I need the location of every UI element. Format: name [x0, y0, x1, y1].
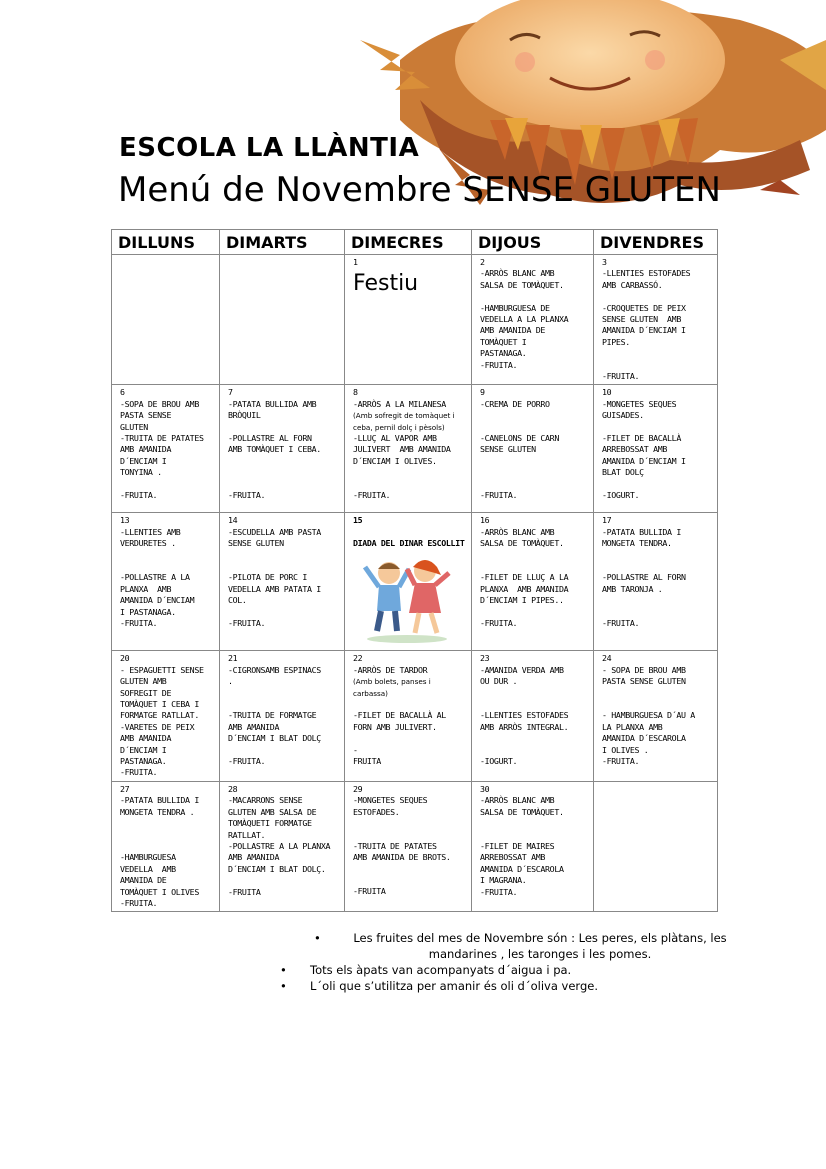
menu-line: TOMÀQUET I CEBA I: [120, 699, 199, 710]
menu-line: AMANIDA DE: [120, 875, 167, 886]
day-number: 21: [228, 653, 238, 664]
day-number: 16: [480, 515, 490, 526]
menu-line: .: [228, 676, 233, 687]
menu-line: RATLLAT.: [228, 829, 266, 840]
day-number: 14: [228, 515, 238, 526]
day-number: 23: [480, 653, 490, 664]
day-number: 10: [602, 387, 612, 398]
week-row: [112, 385, 718, 513]
spacer: [228, 607, 338, 618]
spacer: [353, 875, 465, 886]
day-header-row: [112, 230, 718, 255]
menu-line: -ARRÒS BLANC AMB: [480, 795, 555, 806]
menu-line: - HAMBURGUESA D´AU A: [602, 710, 695, 721]
menu-line: FORN AMB JULIVERT.: [353, 721, 437, 732]
menu-line: -CREMA DE PORRO: [480, 398, 550, 409]
menu-line: I OLIVES .: [602, 744, 649, 755]
menu-line: D´ENCIAM I: [120, 744, 167, 755]
menu-line: I MAGRANA.: [480, 875, 527, 886]
menu-line: GLUTEN AMB: [120, 676, 167, 687]
day-cell: [472, 385, 594, 513]
spacer: [120, 479, 213, 490]
menu-line: -FRUITA: [228, 886, 261, 897]
menu-line: JULIVERT AMB AMANIDA: [353, 444, 451, 455]
menu-line: VEDELLA AMB: [120, 863, 176, 874]
note-item: [280, 962, 740, 978]
menu-line: SALSA DE TOMÀQUET.: [480, 806, 564, 817]
day-header: DIVENDRES: [594, 230, 718, 255]
menu-line: AMANIDA D´ENCIAM I: [602, 455, 686, 466]
menu-line: -ARRÒS BLANC AMB: [480, 526, 555, 537]
day-cell: [220, 651, 345, 781]
day-cell: [220, 255, 345, 385]
day-number: 8: [353, 387, 358, 398]
menu-line: carbassa): [353, 688, 388, 698]
day-cell: [472, 513, 594, 651]
day-cell: [345, 781, 472, 911]
day-cell: [594, 651, 718, 781]
menu-line: MONGETA TENDRA.: [602, 538, 672, 549]
kids-jumping-illustration: [357, 555, 457, 643]
menu-line: TOMÀQUETI FORMATGE: [228, 818, 312, 829]
special-day-label: DIADA DEL DINAR ESCOLLIT: [353, 537, 465, 548]
spacer: [228, 467, 338, 478]
day-number: 20: [120, 653, 130, 664]
menu-line: -CIGRONSAMB ESPINACS: [228, 664, 321, 675]
spacer: [228, 875, 338, 886]
note-item: [280, 978, 740, 994]
menu-line: ceba, pernil dolç i pèsols): [353, 422, 445, 432]
menu-line: -FRUITA.: [602, 371, 640, 382]
day-cell: [594, 513, 718, 651]
spacer: [120, 818, 213, 829]
spacer: [228, 456, 338, 467]
week-row: [112, 255, 718, 385]
menu-line: -FRUITA.: [120, 618, 158, 629]
menu-line: (Amb sofregit de tomàquet i: [353, 411, 455, 421]
menu-line: PASTA SENSE GLUTEN: [602, 676, 686, 687]
day-number: 1: [353, 257, 358, 267]
menu-line: GUISADES.: [602, 410, 644, 421]
day-number: 29: [353, 783, 363, 794]
menu-line: SALSA DE TOMÀQUET.: [480, 538, 564, 549]
spacer: [353, 733, 465, 744]
note-text: L´oli que s’utilitza per amanir és oli d´oliva verge.: [310, 979, 598, 993]
menu-line: -LLENTIES ESTOFADES: [602, 268, 691, 279]
spacer: [480, 745, 587, 756]
spacer: [480, 830, 587, 841]
menu-line: -IOGURT.: [602, 490, 640, 501]
spacer: [480, 479, 587, 490]
spacer: [353, 699, 465, 710]
menu-line: AMANIDA D´ESCAROLA: [480, 863, 564, 874]
menu-line: -ARRÒS BLANC AMB: [480, 268, 555, 279]
menu-line: AMANIDA D´ENCIAM I: [602, 325, 686, 336]
spacer: [480, 818, 587, 829]
menu-line: AMANIDA D´ESCAROLA: [602, 733, 686, 744]
menu-line: -PILOTA DE PORC I: [228, 572, 307, 583]
menu-line: -SOPA DE BROU AMB: [120, 398, 199, 409]
menu-line: -FRUITA.: [602, 756, 640, 767]
menu-line: -FRUITA.: [228, 618, 266, 629]
menu-line: -PATATA BULLIDA I: [602, 526, 681, 537]
note-text: Tots els àpats van acompanyats d´aigua i pa.: [310, 963, 572, 977]
spacer: [228, 550, 338, 561]
menu-line: -FRUITA.: [228, 756, 266, 767]
menu-line: -POLLASTRE AL FORN: [228, 433, 312, 444]
menu-line: TOMÀQUET I OLIVES: [120, 886, 199, 897]
spacer: [228, 745, 338, 756]
day-cell: [472, 651, 594, 781]
menu-line: -POLLASTRE AL FORN: [602, 572, 686, 583]
day-number: 27: [120, 783, 130, 794]
menu-line: -HAMBURGUESA DE: [480, 302, 550, 313]
day-number: 30: [480, 783, 490, 794]
spacer: [602, 291, 711, 302]
menu-line: GLUTEN AMB SALSA DE: [228, 806, 317, 817]
menu-line: AMB TARONJA .: [602, 583, 663, 594]
menu-line: AMANIDA D´ENCIAM: [120, 595, 195, 606]
spacer: [480, 607, 587, 618]
spacer: [480, 699, 587, 710]
menu-line: PASTANAGA.: [480, 348, 527, 359]
menu-line: - ESPAGUETTI SENSE: [120, 664, 204, 675]
day-cell: [345, 255, 472, 385]
menu-line: TOMÀQUET I: [480, 336, 527, 347]
day-cell: [112, 385, 220, 513]
menu-line: D´ENCIAM I PIPES..: [480, 595, 564, 606]
menu-line: BRÒQUIL: [228, 410, 261, 421]
spacer: [602, 688, 711, 699]
menu-line: GLUTEN: [120, 421, 148, 432]
spacer: [602, 348, 711, 359]
spacer: [120, 550, 213, 561]
day-number: 24: [602, 653, 612, 664]
spacer: [228, 422, 338, 433]
spacer: [602, 595, 711, 606]
day-cell: [472, 255, 594, 385]
menu-line: FORMATGE RATLLAT.: [120, 710, 199, 721]
menu-line: (Amb bolets, panses i: [353, 677, 431, 687]
menu-title: Menú de Novembre SENSE GLUTEN: [118, 170, 721, 210]
spacer: [120, 830, 213, 841]
menu-line: -MONGETES SEQUES: [602, 398, 677, 409]
spacer: [602, 550, 711, 561]
menu-line: PLANXA AMB AMANIDA: [480, 583, 569, 594]
spacer: [480, 550, 587, 561]
menu-line: PLANXA AMB: [120, 583, 172, 594]
menu-line: -PATATA BULLIDA AMB: [228, 398, 317, 409]
menu-line: -FRUITA.: [120, 767, 158, 778]
day-number: 7: [228, 387, 233, 398]
menu-line: ESTOFADES.: [353, 806, 400, 817]
day-cell: [472, 781, 594, 911]
menu-line: LA PLANXA AMB: [602, 721, 663, 732]
menu-line: -POLLASTRE A LA: [120, 572, 190, 583]
menu-line: SALSA DE TOMÀQUET.: [480, 279, 564, 290]
menu-line: SENSE GLUTEN: [228, 538, 284, 549]
menu-line: AMB AMANIDA: [228, 721, 280, 732]
day-number: 13: [120, 515, 130, 526]
menu-line: -FRUITA.: [602, 618, 640, 629]
day-number: 15: [353, 515, 363, 526]
day-number: 9: [480, 387, 485, 398]
menu-line: MONGETA TENDRA .: [120, 806, 195, 817]
menu-line: -TRUITA DE FORMATGE: [228, 710, 317, 721]
bullet-icon: •: [314, 931, 321, 945]
menu-line: ARREBOSSAT AMB: [602, 444, 668, 455]
menu-line: AMB AMANIDA DE BROTS.: [353, 852, 451, 863]
menu-line: FRUITA: [353, 756, 381, 767]
menu-line: -FRUITA: [353, 886, 386, 897]
spacer: [480, 467, 587, 478]
menu-line: -VARETES DE PEIX: [120, 721, 195, 732]
menu-line: AMB AMANIDA DE: [480, 325, 546, 336]
menu-line: ARREBOSSAT AMB: [480, 852, 546, 863]
menu-line: -: [353, 744, 358, 755]
menu-line: D´ENCIAM I: [120, 455, 167, 466]
menu-line: -FRUITA.: [480, 490, 518, 500]
spacer: [602, 422, 711, 433]
menu-line: -AMANIDA VERDA AMB: [480, 664, 564, 675]
spacer: [353, 864, 465, 875]
menu-line: AMB ARRÒS INTEGRAL.: [480, 721, 569, 732]
menu-line: PIPES.: [602, 336, 630, 347]
menu-line: - SOPA DE BROU AMB: [602, 664, 686, 675]
menu-line: -FRUITA.: [480, 886, 518, 897]
menu-line: -POLLASTRE A LA PLANXA: [228, 840, 331, 851]
spacer: [480, 456, 587, 467]
spacer: [120, 841, 213, 852]
menu-line: AMB AMANIDA: [120, 444, 172, 455]
menu-line: AMB AMANIDA: [228, 852, 280, 863]
menu-line: -FRUITA.: [120, 897, 158, 908]
day-cell: [345, 513, 472, 651]
menu-line: D´ENCIAM I BLAT DOLÇ: [228, 733, 321, 744]
notes-list: [280, 930, 740, 994]
spacer: [602, 607, 711, 618]
spacer: [602, 360, 711, 371]
menu-line: VEDELLA A LA PLANXA: [480, 314, 569, 325]
note-text: Les fruites del mes de Novembre són : Les peres, els plàtans, les mandarines , les taronges i les pomes.: [353, 931, 727, 961]
menu-line: -MONGETES SEQUES: [353, 795, 428, 806]
bullet-icon: •: [280, 963, 287, 977]
spacer: [353, 818, 465, 829]
week-row: [112, 651, 718, 781]
menu-line: BLAT DOLÇ: [602, 467, 644, 478]
day-cell: [112, 781, 220, 911]
spacer: [228, 479, 338, 490]
spacer: [228, 688, 338, 699]
day-cell: [112, 255, 220, 385]
day-cell: [220, 513, 345, 651]
day-cell: [594, 781, 718, 911]
menu-line: D´ENCIAM I OLIVES.: [353, 455, 437, 466]
menu-line: -MACARRONS SENSE: [228, 795, 303, 806]
spacer: [228, 699, 338, 710]
menu-line: OU DUR .: [480, 676, 518, 687]
day-cell: [112, 513, 220, 651]
menu-line: -TRUITA DE PATATES: [353, 840, 437, 851]
spacer: [480, 291, 587, 302]
spacer: [480, 688, 587, 699]
day-header: DIJOUS: [472, 230, 594, 255]
day-header: DIMARTS: [220, 230, 345, 255]
menu-line: -FILET DE LLUÇ A LA: [480, 572, 569, 583]
menu-line: SENSE GLUTEN AMB: [602, 314, 681, 325]
menu-line: -LLUÇ AL VAPOR AMB: [353, 433, 437, 444]
menu-line: -TRUITA DE PATATES: [120, 433, 204, 444]
spacer: [353, 830, 465, 841]
menu-line: -FRUITA.: [480, 359, 518, 370]
spacer: [480, 410, 587, 421]
day-header: DILLUNS: [112, 230, 220, 255]
day-number: 22: [353, 653, 363, 664]
school-name: ESCOLA LA LLÀNTIA: [119, 133, 420, 163]
menu-line: AMB TOMÀQUET I CEBA.: [228, 444, 321, 455]
menu-line: VERDURETES .: [120, 538, 176, 549]
menu-line: I PASTANAGA.: [120, 606, 176, 617]
spacer: [353, 479, 465, 490]
spacer: [602, 699, 711, 710]
menu-line: -IOGURT.: [480, 756, 518, 767]
spacer: [480, 561, 587, 572]
spacer: [480, 733, 587, 744]
day-number: 17: [602, 515, 612, 526]
week-row: [112, 781, 718, 911]
menu-line: -FRUITA.: [353, 490, 391, 501]
menu-line: SOFREGIT DE: [120, 687, 172, 698]
day-number: 3: [602, 257, 607, 267]
menu-line: -FILET DE BACALLÀ: [602, 433, 681, 444]
menu-line: -ARRÒS A LA MILANESA: [353, 398, 446, 409]
day-number: 28: [228, 783, 238, 794]
day-cell: [112, 651, 220, 781]
spacer: [120, 561, 213, 572]
menu-line: -HAMBURGUESA: [120, 852, 176, 863]
day-number: 2: [480, 257, 485, 267]
menu-line: -FRUITA.: [228, 490, 266, 501]
menu-line: -FRUITA.: [120, 490, 158, 501]
menu-line: -ARRÒS DE TARDOR: [353, 664, 428, 675]
day-cell: [345, 651, 472, 781]
day-cell: [220, 781, 345, 911]
menu-line: -FILET DE BACALLÀ AL: [353, 710, 446, 721]
menu-line: -CROQUETES DE PEIX: [602, 302, 686, 313]
menu-line: -CANELONS DE CARN: [480, 433, 559, 444]
day-cell: [594, 255, 718, 385]
menu-line: -LLENTIES ESTOFADES: [480, 710, 569, 721]
menu-line: D´ENCIAM I BLAT DOLÇ.: [228, 863, 326, 874]
day-cell: [345, 385, 472, 513]
spacer: [228, 561, 338, 572]
day-cell: [594, 385, 718, 513]
menu-line: AMB AMANIDA: [120, 733, 172, 744]
menu-line: -LLENTIES AMB: [120, 526, 181, 537]
menu-line: COL.: [228, 595, 247, 606]
menu-line: -FRUITA.: [480, 618, 518, 629]
day-cell: [220, 385, 345, 513]
holiday-label: Festiu: [353, 271, 419, 297]
menu-line: -ESCUDELLA AMB PASTA: [228, 526, 321, 537]
day-header: DIMECRES: [345, 230, 472, 255]
menu-line: VEDELLA AMB PATATA I: [228, 583, 321, 594]
menu-line: -PATATA BULLIDA I: [120, 795, 199, 806]
spacer: [602, 561, 711, 572]
week-row: [112, 513, 718, 651]
bullet-icon: •: [280, 979, 287, 993]
menu-table: [111, 229, 718, 912]
menu-line: PASTA SENSE: [120, 410, 172, 421]
menu-line: TONYINA .: [120, 467, 162, 478]
note-item: [280, 930, 740, 962]
spacer: [480, 422, 587, 433]
spacer: [602, 479, 711, 490]
menu-line: PASTANAGA.: [120, 756, 167, 767]
menu-line: SENSE GLUTEN: [480, 444, 536, 455]
spacer: [353, 467, 465, 478]
day-number: 6: [120, 387, 125, 398]
menu-line: AMB CARBASSÓ.: [602, 279, 663, 290]
menu-line: -FILET DE MAIRES: [480, 840, 555, 851]
